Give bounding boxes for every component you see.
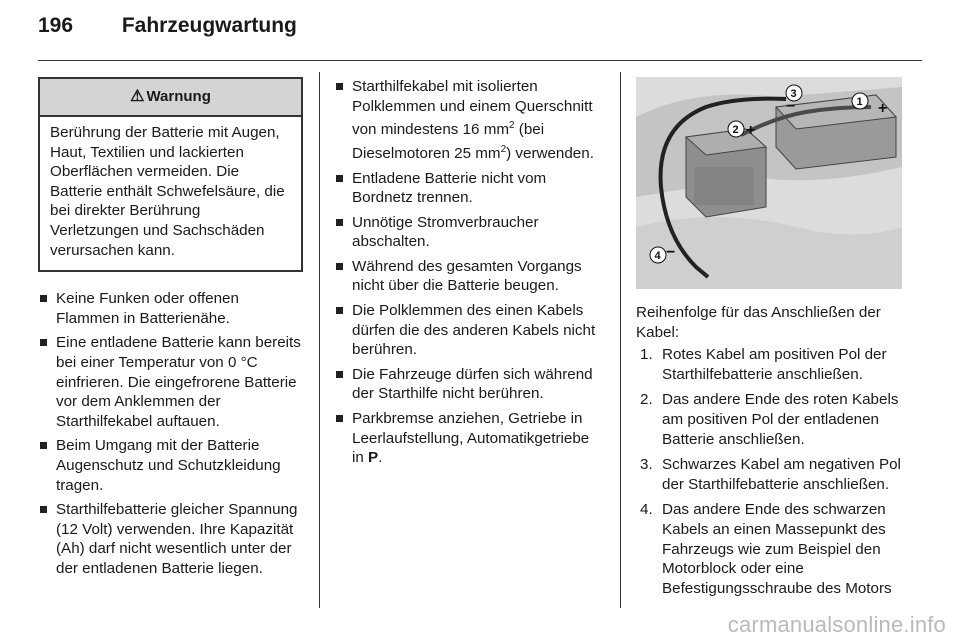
column-2	[334, 77, 604, 473]
jump-start-illustration	[636, 77, 902, 289]
cable-text-b: (bei Dieselmotoren 25 mm	[352, 121, 545, 162]
cable-text-c: ) verwenden.	[506, 144, 594, 162]
step-text: Schwarzes Kabel am negativen Pol der Starthilfebatterie anschließen.	[662, 456, 901, 493]
sentence-end: .	[378, 449, 383, 467]
watermark: carmanualsonline.info	[727, 612, 946, 637]
step-number: 3.	[640, 456, 653, 474]
parkbremse-text: Parkbremse anziehen, Getriebe in Leerlaufstellung, Automatikgetriebe in	[352, 410, 590, 467]
list-item	[334, 77, 604, 164]
plus-sign-1: +	[878, 100, 888, 117]
callout-1-label: 1	[856, 96, 863, 108]
list-item: Eine entladene Batterie kann bereits bei einer Temperatur von 0 °C einfrieren. Die eingefrorene Batterie vor dem Anklemmen der Starthilfekabel auftauen.	[38, 333, 303, 431]
list-item	[636, 455, 902, 494]
callout-4-label: 4	[654, 250, 661, 262]
callout-3-label: 3	[790, 88, 797, 100]
column-divider-2	[620, 72, 621, 608]
warning-box	[38, 77, 303, 272]
minus-sign-3: −	[786, 98, 796, 115]
warning-title: Warnung	[146, 88, 211, 105]
discharged-battery	[686, 129, 766, 217]
list-item: Die Polklemmen des einen Kabels dürfen die des anderen Kabels nicht berühren.	[334, 301, 604, 360]
warning-triangle-icon: ⚠	[130, 88, 145, 105]
superscript: 2	[509, 120, 515, 132]
page-number: 196	[38, 14, 74, 37]
step-text: Das andere Ende des schwarzen Kabels an einen Massepunkt des Fahrzeugs wie zum Beispiel den Motorblock oder eine Befestigungsschraube des Motors	[662, 501, 892, 597]
column-1	[38, 77, 303, 583]
list-item: Während des gesamten Vorgangs nicht über die Batterie beugen.	[334, 257, 604, 296]
cable-text-a: Starthilfekabel mit isolierten Polklemmen und einem Querschnitt von mindestens 16 mm	[352, 78, 593, 139]
page-title: Fahrzeugwartung	[121, 14, 297, 37]
step-text: Rotes Kabel am positiven Pol der Starthilfebatterie anschließen.	[662, 346, 887, 383]
list-item: Unnötige Stromverbraucher abschalten.	[334, 213, 604, 252]
plus-sign-2: +	[746, 122, 756, 139]
step-number: 4.	[640, 501, 653, 519]
list-item	[636, 345, 902, 384]
list-item	[636, 500, 902, 598]
list-item: Keine Funken oder offenen Flammen in Batterienähe.	[38, 289, 303, 328]
column-divider-1	[319, 72, 320, 608]
steps-list	[636, 345, 902, 598]
list-item	[334, 409, 604, 468]
list-item	[636, 390, 902, 449]
superscript: 2	[500, 143, 507, 155]
minus-sign-4: −	[666, 244, 676, 261]
header-rule	[38, 60, 922, 61]
warning-text: Berührung der Batterie mit Augen, Haut, Textilien und lackierten Oberflächen vermeiden. Die Batterie enthält Schwefelsäure, die bei direkter Berührung Verletzungen und Sachschäden verursachen kann.	[50, 124, 285, 259]
list-item: Beim Umgang mit der Batterie Augenschutz und Schutzkleidung tragen.	[38, 436, 303, 495]
page-header	[38, 14, 297, 38]
gear-position: P	[368, 449, 379, 467]
warning-header	[40, 79, 301, 117]
step-number: 2.	[640, 391, 653, 409]
column-3	[636, 77, 902, 604]
step-text: Das andere Ende des roten Kabels am positiven Pol der entladenen Batterie anschließen.	[662, 391, 899, 448]
list-item: Entladene Batterie nicht vom Bordnetz trennen.	[334, 169, 604, 208]
bullet-list-2	[334, 77, 604, 468]
step-number: 1.	[640, 346, 653, 364]
list-item: Die Fahrzeuge dürfen sich während der Starthilfe nicht berühren.	[334, 365, 604, 404]
callout-2-label: 2	[732, 124, 739, 136]
list-item: Starthilfebatterie gleicher Spannung (12 Volt) verwenden. Ihre Kapazität (Ah) darf nicht wesentlich unter der der entladenen Batterie liegen.	[38, 500, 303, 578]
steps-intro: Reihenfolge für das Anschließen der Kabel:	[636, 304, 881, 341]
bullet-list-1	[38, 289, 303, 578]
